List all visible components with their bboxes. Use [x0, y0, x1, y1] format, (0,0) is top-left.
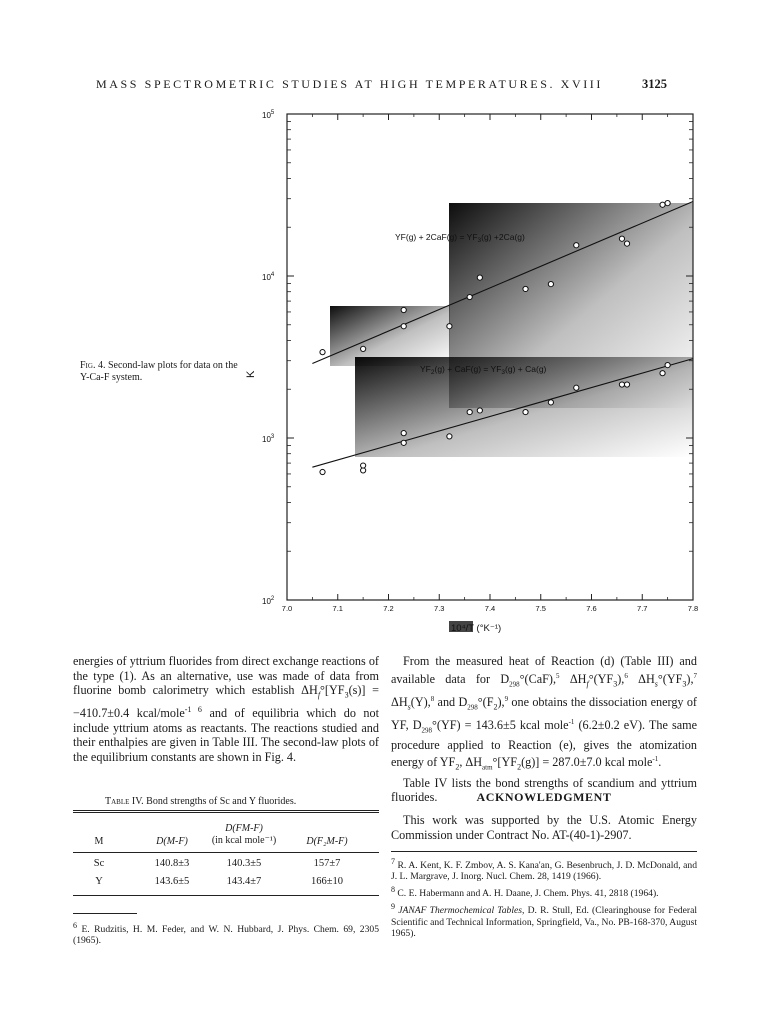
data-point-series-1	[401, 307, 406, 312]
left-p1-d: and of equilibria which do not include yttrium atoms as reactants. The reactions studied and their enthalpies are given in Table III. The second-law plots of the equilibrium constants are shown in Fig. 4.	[73, 706, 380, 765]
x-tick-label: 7.2	[383, 604, 394, 613]
data-point-series-2	[401, 431, 406, 436]
footnote-7: $^7$ R. A. Kent, K. F. Zmbov, A. S. Kana'an, G. Besenbruch, J. D. McDonald, and J. L. Margrave, J. Inorg. Nucl. Chem. 28, 1419 (1966).	[391, 857, 697, 883]
data-point-series-2	[548, 400, 553, 405]
table-cell: 140.3±5	[226, 858, 262, 869]
footnote-rule-right	[391, 851, 697, 852]
table-title-text: Bond strengths of Sc and Y fluorides.	[146, 796, 297, 807]
x-tick-label: 7.7	[637, 604, 648, 613]
figure-label: Fig. 4.	[80, 360, 106, 371]
data-point-series-1	[523, 286, 528, 291]
table-cell: 140.8±3	[154, 858, 190, 869]
data-point-series-2	[619, 382, 624, 387]
acknowledgment-heading: ACKNOWLEDGMENT	[476, 790, 612, 804]
footnotes-right	[391, 856, 697, 941]
col-header-df2mf: D(F₂M-F)	[306, 836, 348, 847]
data-point-series-2	[660, 371, 665, 376]
y-tick-label: $10^2$	[262, 596, 275, 606]
right-paragraph-1: From the measured heat of Reaction (d) (Table III) and available data for $D_{298}^\circ(CaF),^5$ $\Delta H_f^\circ(YF_3),^6$ $\Delta H_s^\circ(YF_3),^7$ $\Delta H_s(Y),^8$ and $D_{298}^\circ(F_2),^9$ one obtains the dissociation energy of YF, $D_{298}^\circ(YF) = 143.6\pm 5$ kcal mole$^{-1}$ (6.2±0.2 eV). The same procedure applied to Reaction (e), gives the atomization energy of $YF_2$, $\Delta H_{atm}^\circ[YF_2(g)] = 287.0\pm 7.0$ kcal mole$^{-1}$.	[391, 654, 698, 772]
data-point-series-2	[477, 408, 482, 413]
data-point-series-1	[320, 350, 325, 355]
data-point-series-2	[574, 385, 579, 390]
data-point-series-1	[477, 275, 482, 280]
table-cell: 166±10	[310, 876, 343, 887]
data-point-series-2	[447, 434, 452, 439]
left-p1-a: energies of yttrium fluorides from direct exchange reactions of the type (1). As an alternative, use was made of data from fluorine bomb calorimetry which establish ΔH	[73, 654, 379, 698]
x-tick-label: 7.5	[535, 604, 546, 613]
data-point-series-2	[523, 409, 528, 414]
data-point-series-1	[447, 324, 452, 329]
running-title: MASS SPECTROMETRIC STUDIES AT HIGH TEMPERATURES. XVIII	[96, 77, 603, 91]
x-tick-label: 7.4	[484, 604, 496, 613]
data-point-series-2	[401, 440, 406, 445]
data-point-series-1	[660, 202, 665, 207]
data-point-series-1	[619, 236, 624, 241]
series-label-2: $YF_2(g) + CaF(g) = YF_3(g) + Ca(g)$	[420, 364, 547, 376]
table-cell: 157±7	[313, 858, 341, 869]
table-header-rule	[73, 852, 379, 853]
table-top-rule	[73, 810, 379, 811]
data-point-series-1	[624, 241, 629, 246]
y-axis-label: K	[245, 370, 257, 378]
table-title	[105, 796, 296, 807]
table-cell: Sc	[93, 858, 105, 869]
data-point-series-1	[665, 201, 670, 206]
page-number: 3125	[642, 77, 667, 91]
table-label: Table IV.	[105, 796, 144, 807]
data-point-series-1	[361, 346, 366, 351]
table-bottom-rule	[73, 895, 379, 896]
footnote-8: $^8$ C. E. Habermann and A. H. Daane, J. Chem. Phys. 41, 2818 (1964).	[391, 885, 659, 900]
x-tick-label: 7.8	[687, 604, 699, 613]
x-tick-label: 7.1	[332, 604, 343, 613]
data-point-series-1	[574, 243, 579, 248]
y-tick-label: $10^3$	[262, 434, 275, 444]
series-label-1: $YF(g) + 2CaF(g) = YF_3(g) +2Ca(g)$	[395, 232, 525, 244]
left-column-text: energies of yttrium fluorides from direct exchange reactions of the type (1). As an alternative, use was made of data from fluorine bomb calorimetry which establish $\Delta H_f^\circ[YF_3(s)] = -410.7\pm 0.4$ kcal/mole$^{-1 6}$ and of equilibria which do not include yttrium atoms as reactants. The reactions studied and their enthalpies are given in Table III. The second-law plots of the equilibrium constants are shown in Fig. 4.	[73, 654, 380, 765]
left-p1-c: (s)] = −410.7±0.4 kcal/mole	[73, 683, 379, 721]
col-header-dfmf: D(FM-F)	[225, 823, 263, 834]
y-tick-label: $10^4$	[262, 272, 275, 282]
x-axis-label: 10⁴/T (°K⁻¹)	[451, 623, 502, 634]
data-point-series-1	[401, 324, 406, 329]
table-cell: Y	[95, 876, 103, 887]
table-cell: 143.4±7	[226, 876, 262, 887]
data-point-series-2	[320, 469, 325, 474]
data-point-series-2	[665, 363, 670, 368]
y-tick-label: $10^5$	[262, 110, 275, 120]
data-point-series-1	[548, 282, 553, 287]
col-header-dmf: D(M-F)	[156, 836, 188, 847]
data-point-series-2	[361, 463, 366, 468]
data-point-series-2	[467, 409, 472, 414]
table-cell: 143.6±5	[154, 876, 190, 887]
footnote-rule-left	[73, 913, 137, 914]
left-p1-b: °[YF	[320, 683, 345, 698]
right-paragraph-2: Table IV lists the bond strengths of scandium and yttrium fluorides.	[391, 775, 697, 805]
footnote-9: $^9$ JANAF Thermochemical Tables, D. R. Stull, Ed. (Clearinghouse for Federal Scientific and Technical Information, Springfield, Va., No. PB-168-370, August 1965).	[391, 902, 698, 939]
col-header-units: (in kcal mole⁻¹)	[211, 835, 277, 846]
figure-caption-text: Second-law plots for data on the Y-Ca-F system.	[80, 360, 238, 383]
x-tick-label: 7.0	[281, 604, 293, 613]
col-header-m: M	[94, 836, 104, 847]
data-point-series-1	[467, 294, 472, 299]
table-top-rule-2	[73, 812, 379, 813]
data-point-series-2	[624, 382, 629, 387]
right-column-text	[391, 654, 697, 805]
acknowledgment-text: This work was supported by the U.S. Atomic Energy Commission under Contract No. AT-(40-1)-2907.	[391, 813, 697, 842]
x-tick-label: 7.6	[586, 604, 597, 613]
x-tick-label: 7.3	[434, 604, 445, 613]
footnote-6: $^6$ E. Rudzitis, H. M. Feder, and W. N. Hubbard, J. Phys. Chem. 69, 2305 (1965).	[73, 921, 379, 947]
